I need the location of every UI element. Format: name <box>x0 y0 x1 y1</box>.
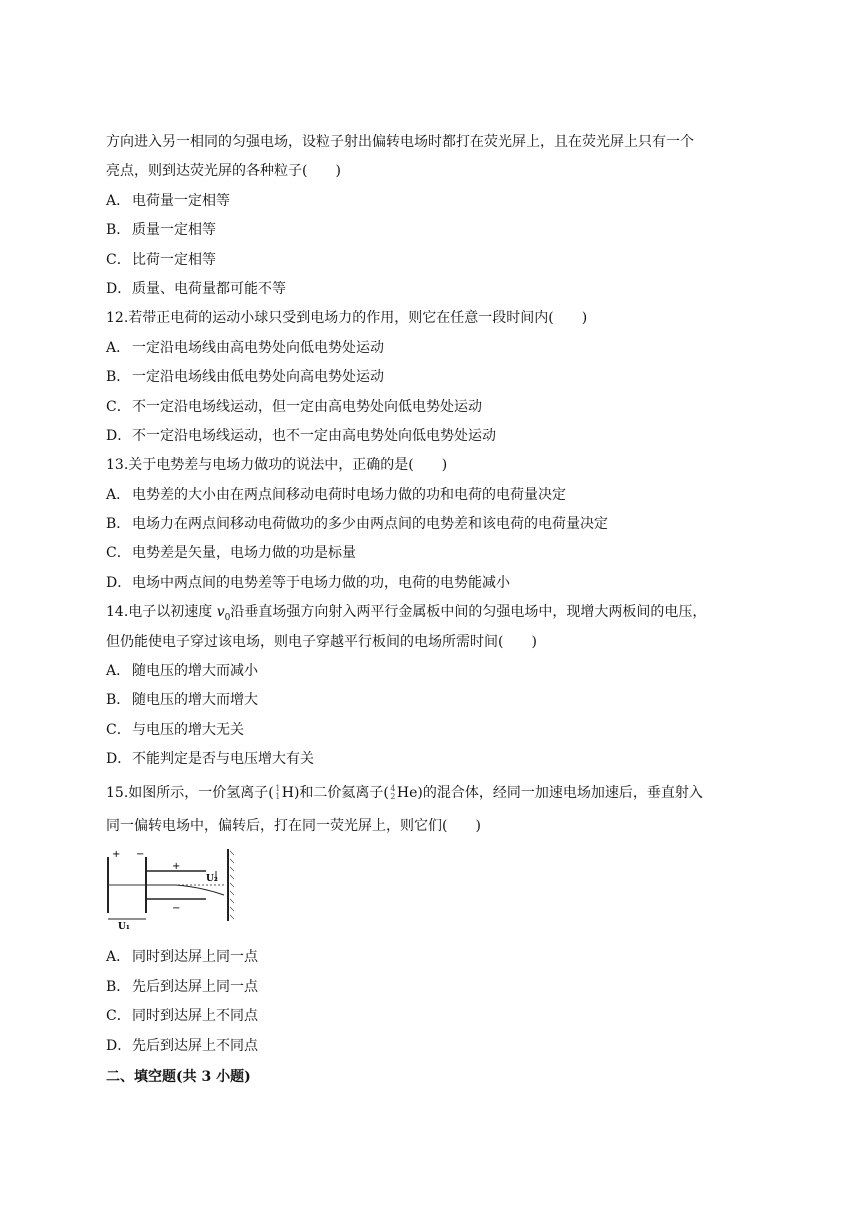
q12-stem: 12.若带正电荷的运动小球只受到电场力的作用，则它在任意一段时间内( ) <box>106 310 588 327</box>
q15-stem-line-1: 15.如图所示，一价氢离子( 1 1 H)和二价氦离子( 4 2 He)的混合体，经同一加速电场加速后，垂直射入 <box>106 783 703 801</box>
q15-option-c: C．同时到达屏上不同点 <box>106 1008 258 1025</box>
q15-option-a: A． 同时到达屏上同一点 <box>106 949 258 966</box>
q14-option-b: B． 随电压的增大而增大 <box>106 692 258 709</box>
helium-isotope-notation: 4 2 <box>390 783 396 801</box>
fig-plus-1: + <box>112 849 121 861</box>
q15-option-b: B． 先后到达屏上同一点 <box>106 978 258 995</box>
q11-stem-line-2: 亮点，则到达荧光屏的各种粒子( ) <box>106 163 341 180</box>
q13-option-b: B． 电场力在两点间移动电荷做功的多少由两点间的电势差和该电荷的电荷量决定 <box>106 516 608 533</box>
q12-option-b: B． 一定沿电场线由低电势处向高电势处运动 <box>106 369 384 386</box>
fig-minus-1: − <box>136 849 145 861</box>
q12-option-c: C．不一定沿电场线运动，但一定由高电势处向低电势处运动 <box>106 398 482 415</box>
q15-stem-line-2: 同一偏转电场中，偏转后，打在同一荧光屏上，则它们( ) <box>106 817 481 834</box>
q15-option-d: D．先后到达屏上不同点 <box>106 1037 258 1054</box>
q13-option-d: D．电场中两点间的电势差等于电场力做的功，电荷的电势能减小 <box>106 574 510 591</box>
q14-option-a: A． 随电压的增大而减小 <box>106 663 258 680</box>
v0-symbol: $v_0$ <box>216 604 231 624</box>
q11-option-a: A． 电荷量一定相等 <box>106 192 230 209</box>
q11-option-c: C．比荷一定相等 <box>106 251 216 268</box>
q12-option-a: A． 一定沿电场线由高电势处向低电势处运动 <box>106 339 384 356</box>
fig-minus-2: − <box>172 903 181 915</box>
q12-option-d: D．不一定沿电场线运动，也不一定由高电势处向低电势处运动 <box>106 427 496 444</box>
q13-stem: 13.关于电势差与电场力做功的说法中，正确的是( ) <box>106 457 448 474</box>
q13-option-a: A． 电势差的大小由在两点间移动电荷时电场力做的功和电荷的电荷量决定 <box>106 486 566 503</box>
fig-u2-label: U₂ <box>206 874 218 885</box>
q11-option-b: B． 质量一定相等 <box>106 222 216 239</box>
q15-deflection-figure <box>106 849 766 937</box>
q13-option-c: C．电势差是矢量，电场力做的功是标量 <box>106 545 356 562</box>
q14-stem-line-1: 14.电子以初速度 $v_0$沿垂直场强方向射入两平行金属板中间的匀强电场中，现增大两板间的电压， <box>106 604 707 624</box>
hydrogen-isotope-notation: 1 1 <box>275 783 281 801</box>
fig-u1-label: U₁ <box>118 922 130 933</box>
document-page <box>106 128 766 1092</box>
q14-stem-line-2: 但仍能使电子穿过该电场，则电子穿越平行板间的电场所需时间( ) <box>106 633 537 650</box>
q11-stem-line-1: 方向进入另一相同的匀强电场，设粒子射出偏转电场时都打在荧光屏上，且在荧光屏上只有一个 <box>106 134 694 150</box>
q11-option-d: D．质量、电荷量都可能不等 <box>106 280 286 297</box>
section-heading-fill-in: 二、填空题(共 3 小题) <box>106 1068 251 1085</box>
fig-plus-2: + <box>172 861 181 873</box>
q14-option-d: D．不能判定是否与电压增大有关 <box>106 751 314 768</box>
deflection-apparatus-diagram <box>106 849 246 937</box>
q14-option-c: C．与电压的增大无关 <box>106 721 244 738</box>
